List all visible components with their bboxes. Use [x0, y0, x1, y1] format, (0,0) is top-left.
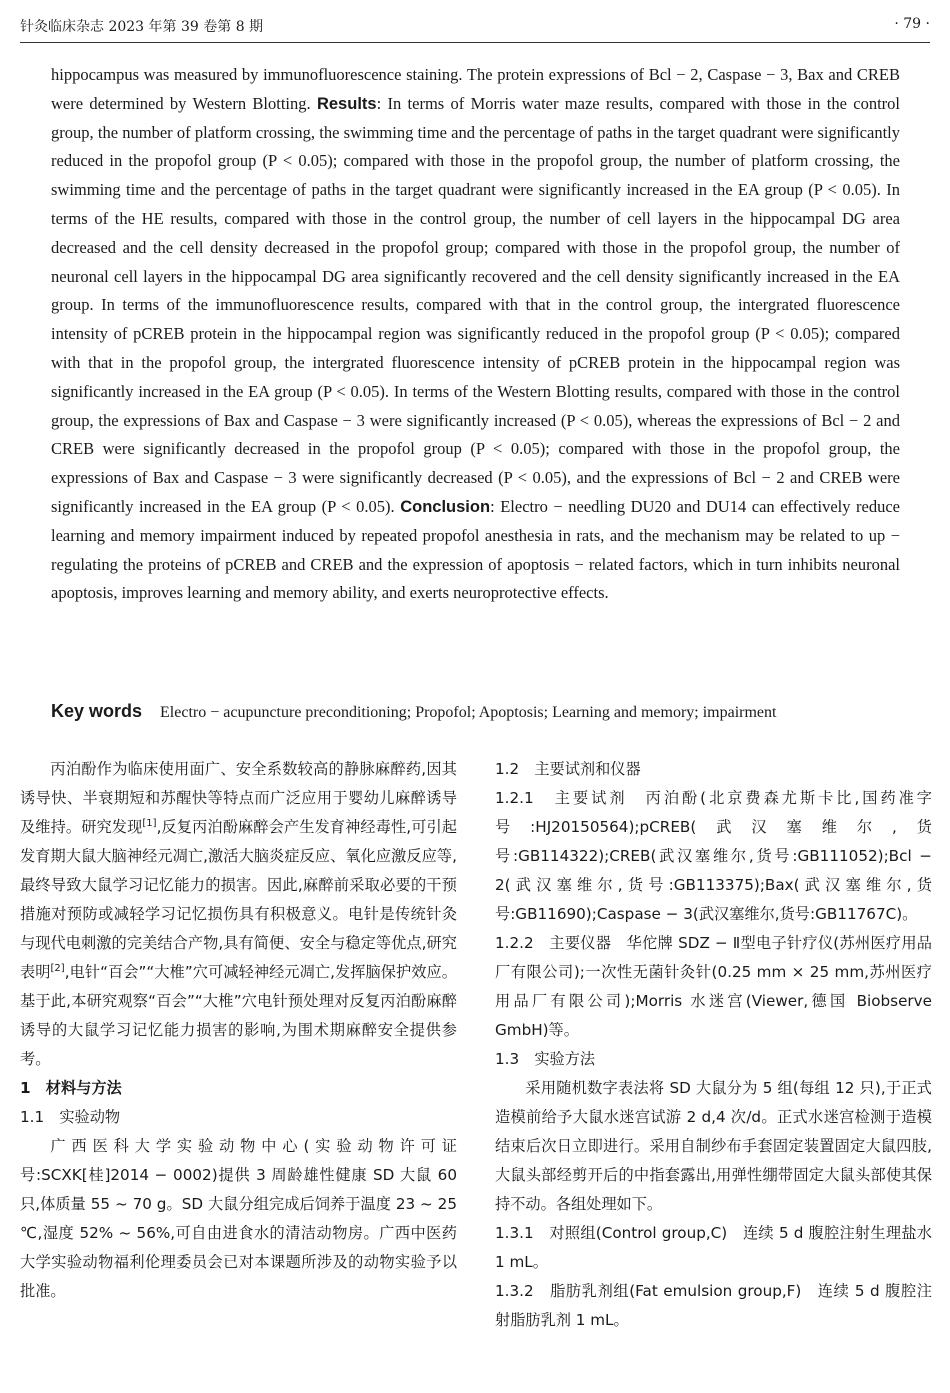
- methods-paragraph: 采用随机数字表法将 SD 大鼠分为 5 组(每组 12 只),于正式造模前给予大鼠水迷宫试游 2 d,4 次/d。正式水迷宫检测于造模结束后次日立即进行。采用自制纱布手套固定装置固定大鼠四肢,大鼠头部经剪开后的中指套露出,用弹性绷带固定大鼠头部使其保持不动。各组处理如下。: [495, 1079, 932, 1213]
- page-number: · 79 ·: [894, 16, 930, 32]
- right-column: [495, 755, 932, 1335]
- reference-2[interactable]: [2]: [50, 962, 65, 974]
- header-rule: [20, 42, 930, 43]
- conclusion-text: : Electro − needling DU20 and DU14 can effectively reduce learning and memory impairment induced by repeated propofol anesthesia in rats, and the mechanism may be related to up − regulating the proteins of pCREB and CREB and the expression of apoptosis − related factors, which in turn inhibits neuronal apoptosis, improves learning and memory ability, and exerts neuroprotective effects.: [51, 496, 900, 603]
- keywords-label: Key words: [51, 701, 143, 721]
- intro-text-c: ,电针“百会”“大椎”穴可减轻神经元凋亡,发挥脑保护效应。基于此,本研究观察“百会”“大椎”穴电针预处理对反复丙泊酚麻醉诱导的大鼠学习记忆能力损害的影响,为围术期麻醉安全提供参考。: [20, 963, 457, 1068]
- instruments-paragraph: 1.2.2 主要仪器 华佗牌 SDZ − Ⅱ型电子针疗仪(苏州医疗用品厂有限公司);一次性无菌针灸针(0.25 mm × 25 mm,苏州医疗用品厂有限公司);Morris 水迷宫(Viewer,德国 Biobserve GmbH)等。: [495, 934, 932, 1039]
- results-text: : In terms of Morris water maze results, compared with those in the control group, the number of platform crossing, the swimming time and the percentage of paths in the target quadrant were significantly reduced in the propofol group (P < 0.05); compared with those in the propofol group, the number of platform crossing, the swimming time and the percentage of paths in the target quadrant were significantly increased in the EA group (P < 0.05). In terms of the HE results, compared with those in the control group, the number of cell layers in the hippocampal DG area decreased and the cell density decreased in the propofol group; compared with those in the propofol group, the number of neuronal cell layers in the hippocampal DG area significantly recovered and the cell density significantly increased in the EA group. In terms of the immunofluorescence results, compared with that in the control group, the intergrated fluorescence intensity of pCREB protein in the hippocampal region was significantly reduced in the propofol group (P < 0.05); compared with that in the propofol group, the intergrated fluorescence intensity of pCREB protein in the hippocampal region was significantly increased in the EA group (P < 0.05). In terms of the Western Blotting results, compared with those in the control group, the expressions of Bax and Caspase − 3 were significantly increased (P < 0.05), whereas the expressions of Bcl − 2 and CREB were significantly decreased in the propofol group (P < 0.05); compared with those in the propofol group, the expressions of Bax and Caspase − 3 were significantly decreased (P < 0.05), and the expressions of Bcl − 2 and CREB were significantly increased in the EA group (P < 0.05).: [51, 93, 901, 516]
- section-heading-1-1: 1.1 实验动物: [20, 1108, 121, 1126]
- abstract-paragraph: [51, 61, 900, 608]
- abstract-methods-tail: hippocampus was measured by immunofluorescence staining. The protein expressions of Bcl − 2, Caspase − 3, Bax and CREB were determined by Western Blotting.: [51, 65, 900, 113]
- intro-text-a: 丙泊酚作为临床使用面广、安全系数较高的静脉麻醉药,因其诱导快、半衰期短和苏醒快等特点而广泛应用于婴幼儿麻醉诱导及维持。研究发现: [20, 760, 457, 836]
- keywords-text: Electro − acupuncture preconditioning; Propofol; Apoptosis; Learning and memory; impairment: [160, 704, 777, 721]
- reference-1[interactable]: [1]: [142, 817, 157, 829]
- left-column: [20, 755, 457, 1306]
- journal-title: 针灸临床杂志 2023 年第 39 卷第 8 期: [20, 19, 264, 35]
- section-heading-1-3: 1.3 实验方法: [495, 1050, 596, 1068]
- results-label: Results: [316, 94, 377, 113]
- animals-paragraph: 广西医科大学实验动物中心(实验动物许可证号:SCXK[桂]2014 − 0002)提供 3 周龄雄性健康 SD 大鼠 60 只,体质量 55 ~ 70 g。SD 大鼠分组完成后饲养于温度 23 ~ 25 ℃,湿度 52% ~ 56%,可自由进食水的清洁动物房。广西中医药大学实验动物福利伦理委员会已对本课题所涉及的动物实验予以批准。: [20, 1137, 457, 1300]
- section-heading-1: 1 材料与方法: [20, 1079, 122, 1097]
- english-abstract: [51, 61, 900, 608]
- reagents-paragraph: 1.2.1 主要试剂 丙泊酚(北京费森尤斯卡比,国药准字号:HJ20150564);pCREB(武汉塞维尔,货号:GB114322);CREB(武汉塞维尔,货号:GB111052);Bcl − 2(武汉塞维尔,货号:GB113375);Bax(武汉塞维尔,货号:GB11690);Caspase − 3(武汉塞维尔,货号:GB11767C)。: [495, 789, 932, 923]
- section-heading-1-2: 1.2 主要试剂和仪器: [495, 760, 641, 778]
- keywords-line: [51, 697, 911, 727]
- conclusion-label: Conclusion: [400, 497, 491, 516]
- intro-text-b: ,反复丙泊酚麻醉会产生发育神经毒性,可引起发育期大鼠大脑神经元凋亡,激活大脑炎症反应、氧化应激反应等,最终导致大鼠学习记忆能力的损害。因此,麻醉前采取必要的干预措施对预防或减轻学习记忆损伤具有积极意义。电针是传统针灸与现代电刺激的完美结合产物,具有简便、安全与稳定等优点,研究表明: [20, 818, 458, 981]
- control-group-paragraph: 1.3.1 对照组(Control group,C) 连续 5 d 腹腔注射生理盐水 1 mL。: [495, 1224, 932, 1271]
- intro-paragraph: [20, 755, 457, 1074]
- running-header: [20, 14, 930, 40]
- fat-group-paragraph: 1.3.2 脂肪乳剂组(Fat emulsion group,F) 连续 5 d 腹腔注射脂肪乳剂 1 mL。: [495, 1282, 932, 1329]
